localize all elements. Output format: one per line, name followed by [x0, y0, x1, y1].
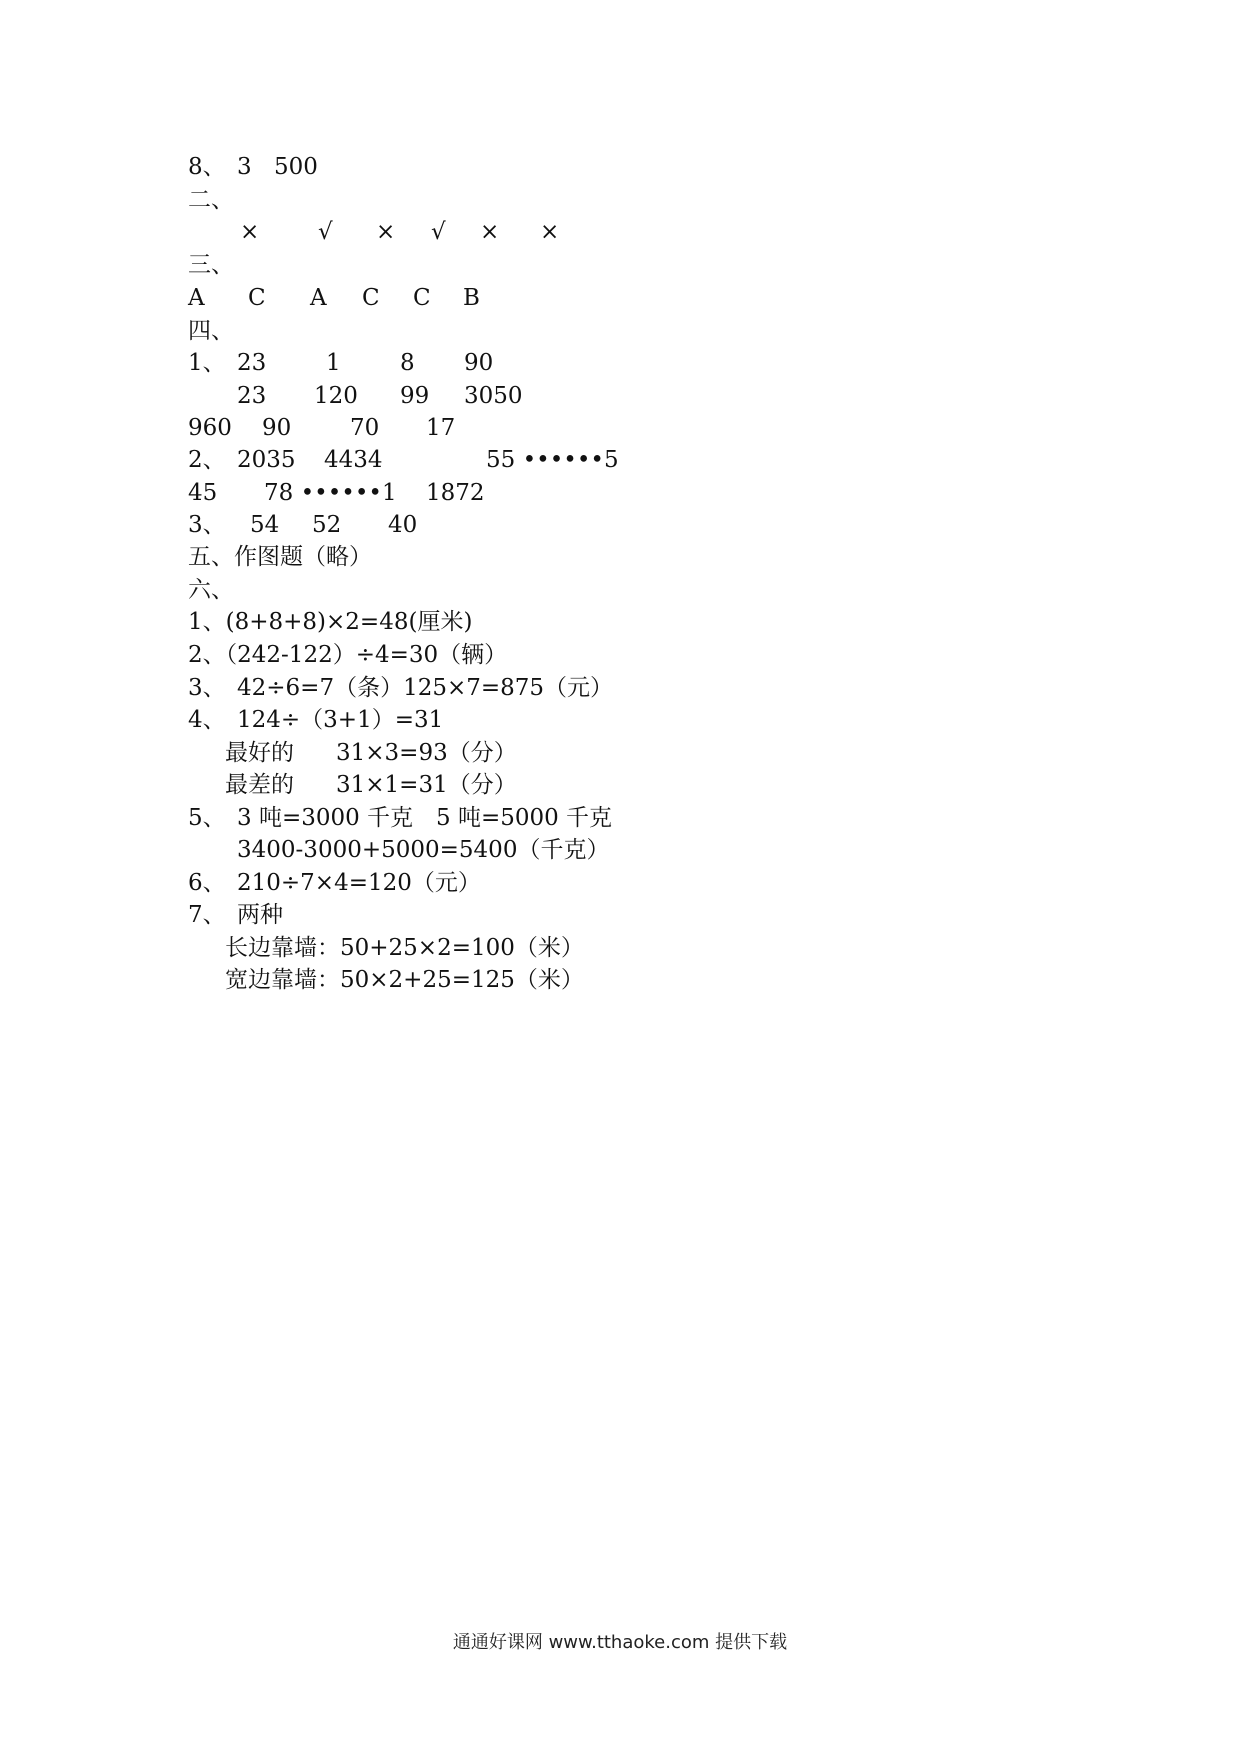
answer-value: 45 [188, 480, 218, 506]
answer-value: 960 [188, 415, 232, 441]
question-number: 1、 [188, 350, 226, 376]
question-number: 6、 [188, 870, 226, 896]
choice-answer: C [362, 285, 380, 311]
answer-equation: 1、(8+8+8)×2=48(厘米) [188, 609, 473, 635]
answer-value: 40 [388, 512, 418, 538]
cross-mark: × [240, 219, 260, 245]
answer-value: 90 [262, 415, 292, 441]
choice-answer: C [413, 285, 431, 311]
answer-value: 52 [312, 512, 342, 538]
question-number: 5、 [188, 805, 226, 831]
answer-value: 70 [350, 415, 380, 441]
answer-value: 120 [314, 383, 358, 409]
footer-credit: 通通好课网 www.tthaoke.com 提供下载 [452, 1632, 788, 1653]
answer-label: 最差的 [225, 772, 294, 798]
answer-equation: 2、（242-122）÷4=30（辆） [188, 642, 508, 668]
question-number: 3、 [188, 675, 226, 701]
section-heading: 六、 [188, 577, 234, 603]
answer-value: 1872 [426, 480, 485, 506]
answer-value: 23 [237, 350, 267, 376]
question-number: 7、 [188, 902, 226, 928]
answer-equation: 31×1=31（分） [336, 772, 517, 798]
choice-answer: A [310, 285, 327, 311]
answer-equation: 5 吨=5000 千克 [436, 805, 613, 831]
choice-answer: A [188, 285, 205, 311]
question-number: 8、 [188, 154, 226, 180]
answer-value: 17 [426, 415, 456, 441]
answer-value: 54 [250, 512, 280, 538]
answer-equation: 42÷6=7（条）125×7=875（元） [237, 675, 614, 701]
answer-equation: 3 吨=3000 千克 [237, 805, 414, 831]
answer-text: 两种 [237, 902, 283, 928]
answer-value: 4434 [324, 447, 383, 473]
answer-value: 55 ••••••5 [486, 447, 619, 473]
section-heading: 四、 [188, 318, 234, 344]
line-s6-q7-wide [188, 965, 584, 1055]
answer-equation: 长边靠墙：50+25×2=100（米） [225, 935, 584, 961]
cross-mark: × [540, 219, 560, 245]
answer-equation: 3400-3000+5000=5400（千克） [237, 837, 610, 863]
check-mark: √ [318, 219, 333, 245]
choice-answer: B [463, 285, 480, 311]
answer-equation: 210÷7×4=120（元） [237, 870, 481, 896]
cross-mark: × [480, 219, 500, 245]
answer-value: 3050 [464, 383, 523, 409]
answer-equation: 宽边靠墙：50×2+25=125（米） [225, 967, 584, 993]
answer-equation: 124÷（3+1）=31 [237, 707, 444, 733]
answer-value: 90 [464, 350, 494, 376]
section-heading: 三、 [188, 252, 234, 278]
answer-value: 3 [237, 154, 252, 180]
cross-mark: × [376, 219, 396, 245]
question-number: 4、 [188, 707, 226, 733]
question-number: 3、 [188, 512, 226, 538]
answer-value: 2035 [237, 447, 296, 473]
section-heading: 五、作图题（略） [188, 544, 372, 570]
check-mark: √ [431, 219, 446, 245]
answer-equation: 31×3=93（分） [336, 740, 517, 766]
answer-value: 1 [326, 350, 341, 376]
answer-value: 8 [400, 350, 415, 376]
question-number: 2、 [188, 447, 226, 473]
answer-value: 99 [400, 383, 430, 409]
answer-value: 78 ••••••1 [264, 480, 397, 506]
answer-label: 最好的 [225, 740, 294, 766]
section-heading: 二、 [188, 187, 234, 213]
answer-value: 500 [274, 154, 318, 180]
choice-answer: C [248, 285, 266, 311]
answer-value: 23 [237, 383, 267, 409]
